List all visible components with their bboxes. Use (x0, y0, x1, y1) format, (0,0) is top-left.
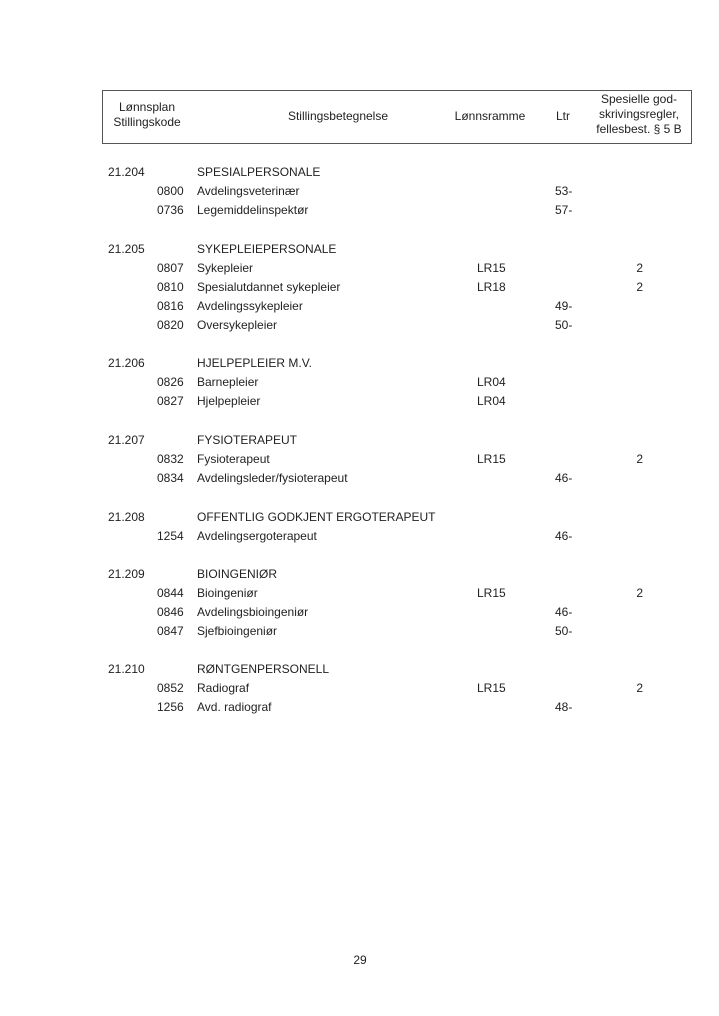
position-title: Hjelpepleier (197, 394, 261, 408)
position-code: 1254 (157, 529, 184, 543)
table-row (0, 297, 719, 316)
position-code: 0847 (157, 624, 184, 638)
salary-frame: LR15 (477, 261, 506, 275)
position-code: 0844 (157, 586, 184, 600)
salary-step: 46- (555, 471, 573, 485)
table-header (102, 90, 692, 144)
position-title: Barnepleier (197, 375, 259, 389)
group-plan-number: 21.205 (108, 242, 145, 256)
table-row (0, 679, 719, 698)
table-row (0, 316, 719, 335)
position-title: Oversykepleier (197, 318, 278, 332)
salary-frame: LR18 (477, 280, 506, 294)
special-rules: 2 (636, 681, 643, 695)
group-title: SYKEPLEIEPERSONALE (197, 242, 337, 256)
group-title: SPESIALPERSONALE (197, 165, 321, 179)
position-title: Fysioterapeut (197, 452, 270, 466)
salary-frame: LR15 (477, 452, 506, 466)
position-code: 0846 (157, 605, 184, 619)
table-row (0, 259, 719, 278)
position-code: 1256 (157, 700, 184, 714)
position-title: Legemiddelinspektør (197, 203, 309, 217)
group-header-row (0, 565, 719, 584)
position-title: Spesialutdannet sykepleier (197, 280, 341, 294)
header-spesielle-regler (587, 92, 691, 137)
table-row (0, 527, 719, 546)
table-row (0, 469, 719, 488)
position-code: 0736 (157, 203, 184, 217)
group-header-row (0, 508, 719, 527)
group-plan-number: 21.206 (108, 356, 145, 370)
position-title: Avdelingsergoterapeut (197, 529, 317, 543)
position-title: Bioingeniør (197, 586, 258, 600)
special-rules: 2 (636, 261, 643, 275)
position-code: 0807 (157, 261, 184, 275)
table-row (0, 584, 719, 603)
group-section (0, 163, 719, 220)
header-stillingsbetegnelse: Stillingsbetegnelse (287, 109, 389, 123)
group-section (0, 660, 719, 717)
salary-step: 57- (555, 203, 573, 217)
position-code: 0852 (157, 681, 184, 695)
position-title: Avdelingsveterinær (197, 184, 300, 198)
position-code: 0826 (157, 375, 184, 389)
header-stillingskode: Stillingskode (113, 115, 181, 129)
group-plan-number: 21.207 (108, 433, 145, 447)
salary-step: 53- (555, 184, 573, 198)
table-row (0, 450, 719, 469)
position-code: 0800 (157, 184, 184, 198)
header-lonnsplan: Lønnsplan (118, 100, 176, 114)
group-section (0, 565, 719, 641)
salary-frame: LR04 (477, 394, 506, 408)
group-header-row (0, 354, 719, 373)
group-plan-number: 21.208 (108, 510, 145, 524)
header-spesielle-line1: Spesielle god- (600, 92, 678, 106)
salary-frame: LR15 (477, 586, 506, 600)
special-rules: 2 (636, 586, 643, 600)
table-row (0, 392, 719, 411)
page-number: 29 (353, 953, 367, 967)
group-header-row (0, 240, 719, 259)
salary-step: 46- (555, 529, 573, 543)
group-section (0, 240, 719, 335)
position-code: 0832 (157, 452, 184, 466)
position-title: Avdelingsbioingeniør (197, 605, 309, 619)
group-plan-number: 21.210 (108, 662, 145, 676)
position-code: 0827 (157, 394, 184, 408)
salary-step: 46- (555, 605, 573, 619)
position-code: 0820 (157, 318, 184, 332)
salary-step: 50- (555, 318, 573, 332)
table-row (0, 201, 719, 220)
special-rules: 2 (636, 280, 643, 294)
position-title: Sykepleier (197, 261, 254, 275)
group-header-row (0, 660, 719, 679)
salary-frame: LR04 (477, 375, 506, 389)
group-section (0, 354, 719, 411)
group-header-row (0, 431, 719, 450)
salary-step: 50- (555, 624, 573, 638)
header-spesielle-line3: fellesbest. § 5 B (596, 122, 682, 136)
table-row (0, 603, 719, 622)
position-code: 0810 (157, 280, 184, 294)
position-title: Avdelingsleder/fysioterapeut (197, 471, 348, 485)
table-row (0, 622, 719, 641)
table-row (0, 278, 719, 297)
position-title: Avdelingssykepleier (197, 299, 303, 313)
position-title: Sjefbioingeniør (197, 624, 278, 638)
table-row (0, 373, 719, 392)
table-row (0, 182, 719, 201)
header-ltr: Ltr (555, 109, 570, 123)
header-spesielle-line2: skrivingsregler, (598, 107, 680, 121)
salary-frame: LR15 (477, 681, 506, 695)
salary-step: 49- (555, 299, 573, 313)
group-header-row (0, 163, 719, 182)
position-title: Avd. radiograf (197, 700, 272, 714)
group-title: RØNTGENPERSONELL (197, 662, 330, 676)
group-title: OFFENTLIG GODKJENT ERGOTERAPEUT (197, 510, 436, 524)
group-title: FYSIOTERAPEUT (197, 433, 298, 447)
header-lonnsramme: Lønnsramme (454, 109, 526, 123)
header-lonnsplan-stillingskode (105, 100, 189, 130)
special-rules: 2 (636, 452, 643, 466)
group-title: BIOINGENIØR (197, 567, 278, 581)
group-plan-number: 21.204 (108, 165, 145, 179)
group-section (0, 508, 719, 546)
group-title: HJELPEPLEIER M.V. (197, 356, 312, 370)
group-plan-number: 21.209 (108, 567, 145, 581)
position-code: 0816 (157, 299, 184, 313)
position-code: 0834 (157, 471, 184, 485)
table-row (0, 698, 719, 717)
position-title: Radiograf (197, 681, 250, 695)
salary-step: 48- (555, 700, 573, 714)
group-section (0, 431, 719, 488)
